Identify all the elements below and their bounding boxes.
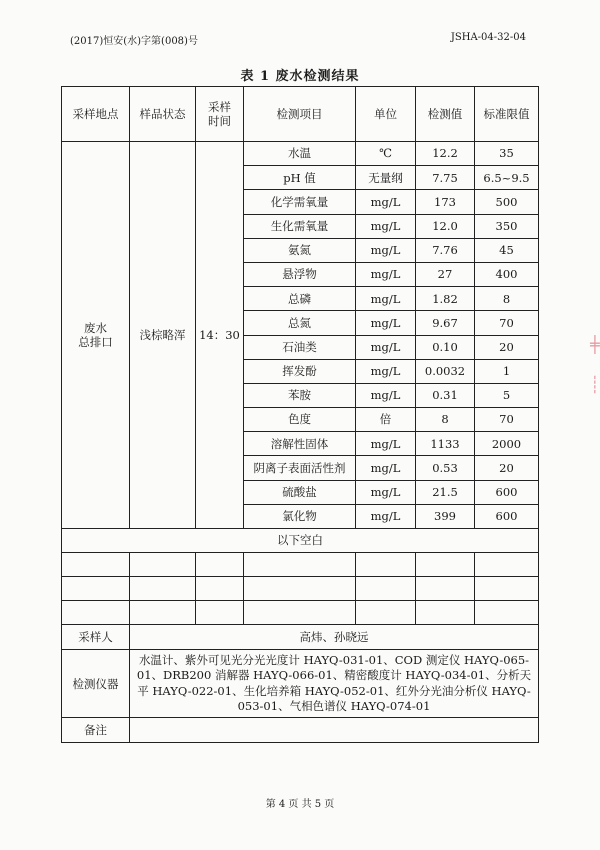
value-cell: 0.0032 (416, 359, 475, 383)
sampler-row (62, 625, 539, 650)
unit-cell: mg/L (356, 480, 416, 504)
unit-cell: mg/L (356, 214, 416, 238)
empty-cell (416, 601, 475, 625)
unit-cell: mg/L (356, 190, 416, 214)
header-value: 检测值 (416, 87, 475, 142)
empty-cell (196, 577, 244, 601)
empty-row (62, 601, 539, 625)
value-cell: 21.5 (416, 480, 475, 504)
empty-cell (62, 601, 130, 625)
header-state: 样品状态 (130, 87, 196, 142)
empty-row (62, 553, 539, 577)
value-cell: 1.82 (416, 287, 475, 311)
value-cell: 27 (416, 262, 475, 286)
item-cell: 溶解性固体 (244, 432, 356, 456)
value-cell: 399 (416, 504, 475, 528)
empty-cell (196, 601, 244, 625)
limit-cell: 600 (475, 504, 539, 528)
table-title: 表 1 废水检测结果 (240, 69, 360, 84)
item-cell: 苯胺 (244, 383, 356, 407)
limit-cell: 70 (475, 408, 539, 432)
empty-cell (62, 577, 130, 601)
limit-cell: 8 (475, 287, 539, 311)
unit-cell: mg/L (356, 287, 416, 311)
header-time: 采样 时间 (196, 87, 244, 142)
unit-cell: mg/L (356, 238, 416, 262)
unit-cell: mg/L (356, 359, 416, 383)
remark-value (130, 718, 539, 743)
unit-cell: 倍 (356, 408, 416, 432)
item-cell: pH 值 (244, 166, 356, 190)
empty-cell (416, 577, 475, 601)
page-footer: 第 4 页 共 5 页 (265, 799, 335, 810)
remark-label: 备注 (62, 718, 130, 743)
empty-cell (356, 577, 416, 601)
header-unit: 单位 (356, 87, 416, 142)
unit-cell: mg/L (356, 335, 416, 359)
value-cell: 8 (416, 408, 475, 432)
limit-cell: 45 (475, 238, 539, 262)
stamp-fragment: ╪ (590, 335, 600, 354)
empty-cell (416, 553, 475, 577)
empty-row (62, 577, 539, 601)
unit-cell: mg/L (356, 311, 416, 335)
item-cell: 化学需氧量 (244, 190, 356, 214)
value-cell: 12.2 (416, 142, 475, 166)
value-cell: 1133 (416, 432, 475, 456)
limit-cell: 1 (475, 359, 539, 383)
empty-cell (475, 553, 539, 577)
results-table-container (61, 86, 539, 743)
value-cell: 7.75 (416, 166, 475, 190)
value-cell: 9.67 (416, 311, 475, 335)
empty-cell (130, 553, 196, 577)
limit-cell: 400 (475, 262, 539, 286)
value-cell: 7.76 (416, 238, 475, 262)
limit-cell: 5 (475, 383, 539, 407)
limit-cell: 2000 (475, 432, 539, 456)
item-cell: 悬浮物 (244, 262, 356, 286)
limit-cell: 20 (475, 335, 539, 359)
empty-cell (356, 553, 416, 577)
item-cell: 氨氮 (244, 238, 356, 262)
limit-cell: 20 (475, 456, 539, 480)
header-limit: 标准限值 (475, 87, 539, 142)
item-cell: 总氮 (244, 311, 356, 335)
limit-cell: 70 (475, 311, 539, 335)
sampling-location-cell: 废水 总排口 (62, 142, 130, 529)
unit-cell: mg/L (356, 456, 416, 480)
empty-cell (130, 577, 196, 601)
empty-cell (244, 601, 356, 625)
unit-cell: 无量纲 (356, 166, 416, 190)
item-cell: 石油类 (244, 335, 356, 359)
item-cell: 水温 (244, 142, 356, 166)
empty-cell (244, 577, 356, 601)
instrument-list: 水温计、紫外可见光分光光度计 HAYQ-031-01、COD 测定仪 HAYQ-065-01、DRB200 消解器 HAYQ-066-01、精密酸度计 HAYQ-034-01、分析天平 HAYQ-022-01、生化培养箱 HAYQ-052-01、红外分光油分析仪 HAYQ-053-01、气相色谱仪 HAYQ-074-01 (130, 650, 539, 718)
value-cell: 0.31 (416, 383, 475, 407)
instrument-row (62, 650, 539, 718)
item-cell: 硫酸盐 (244, 480, 356, 504)
item-cell: 总磷 (244, 287, 356, 311)
unit-cell: mg/L (356, 383, 416, 407)
item-cell: 挥发酚 (244, 359, 356, 383)
wastewater-results-table (61, 86, 539, 743)
empty-cell (130, 601, 196, 625)
table-row (62, 142, 539, 166)
sampling-time-cell: 14：30 (196, 142, 244, 529)
empty-cell (244, 553, 356, 577)
value-cell: 12.0 (416, 214, 475, 238)
limit-cell: 350 (475, 214, 539, 238)
sampler-names: 高炜、孙晓远 (130, 625, 539, 650)
empty-cell (475, 577, 539, 601)
header-row (62, 87, 539, 142)
value-cell: 0.53 (416, 456, 475, 480)
blank-note-cell: 以下空白 (62, 529, 539, 553)
item-cell: 生化需氧量 (244, 214, 356, 238)
stamp-fragment: ┊ (590, 375, 600, 394)
instrument-label: 检测仪器 (62, 650, 130, 718)
unit-cell: ℃ (356, 142, 416, 166)
sampler-label: 采样人 (62, 625, 130, 650)
unit-cell: mg/L (356, 432, 416, 456)
limit-cell: 35 (475, 142, 539, 166)
header-location: 采样地点 (62, 87, 130, 142)
limit-cell: 6.5~9.5 (475, 166, 539, 190)
value-cell: 0.10 (416, 335, 475, 359)
empty-cell (196, 553, 244, 577)
document-code: JSHA-04-32-04 (450, 32, 526, 43)
header-item: 检测项目 (244, 87, 356, 142)
item-cell: 氯化物 (244, 504, 356, 528)
empty-cell (62, 553, 130, 577)
value-cell: 173 (416, 190, 475, 214)
sample-state-cell: 浅棕略浑 (130, 142, 196, 529)
limit-cell: 600 (475, 480, 539, 504)
blank-note-row (62, 529, 539, 553)
empty-cell (356, 601, 416, 625)
report-number: (2017)恒安(水)字第(008)号 (70, 36, 198, 47)
item-cell: 色度 (244, 408, 356, 432)
empty-cell (475, 601, 539, 625)
item-cell: 阴离子表面活性剂 (244, 456, 356, 480)
unit-cell: mg/L (356, 262, 416, 286)
remark-row (62, 718, 539, 743)
unit-cell: mg/L (356, 504, 416, 528)
limit-cell: 500 (475, 190, 539, 214)
